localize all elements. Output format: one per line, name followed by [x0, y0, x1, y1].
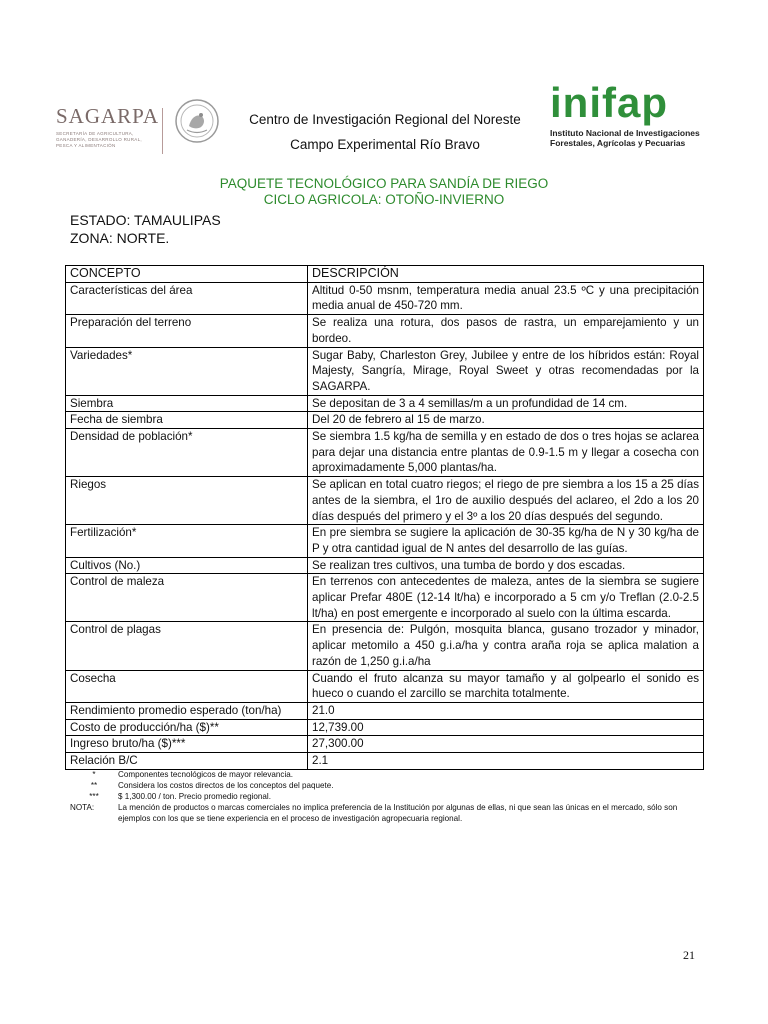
inifap-logo — [550, 80, 720, 148]
table-row — [66, 753, 704, 770]
table-row — [66, 736, 704, 753]
concepto-cell: Siembra — [66, 395, 308, 412]
sagarpa-subtitle-line: PESCA Y ALIMENTACIÓN — [56, 143, 116, 148]
estado-label: ESTADO: TAMAULIPAS — [70, 212, 221, 228]
footnote — [70, 769, 710, 780]
descripcion-cell: 21.0 — [308, 702, 704, 719]
title-line-1: PAQUETE TECNOLÓGICO PARA SANDÍA DE RIEGO — [219, 176, 549, 191]
descripcion-cell: Del 20 de febrero al 15 de marzo. — [308, 412, 704, 429]
header-descripcion: DESCRIPCIÓN — [308, 266, 704, 283]
descripcion-cell: En pre siembra se sugiere la aplicación de 30-35 kg/ha de N y 30 kg/ha de P y otra cantidad igual de N antes del desarrollo de las guías. — [308, 525, 704, 557]
concepto-cell: Control de plagas — [66, 622, 308, 670]
table-row — [66, 622, 704, 670]
center-info — [200, 112, 570, 162]
footnote-text: Componentes tecnológicos de mayor relevancia. — [118, 770, 294, 779]
table-row — [66, 412, 704, 429]
table-row — [66, 525, 704, 557]
document-title — [0, 176, 768, 208]
table-row — [66, 557, 704, 574]
sagarpa-subtitle — [56, 131, 166, 149]
sagarpa-subtitle-line: SECRETARÍA DE AGRICULTURA, — [56, 131, 134, 136]
table-header-row — [66, 266, 704, 283]
footnote — [70, 791, 710, 802]
footnote-text: La mención de productos o marcas comerciales no implica preferencia de la Institución por algunas de ellas, ni que sean las únicas en el mercado, sólo son ejemplos con los que se tiene experiencia en el proceso de investigación agropecuaria regional. — [118, 803, 678, 823]
table-row — [66, 347, 704, 395]
concepto-cell: Cultivos (No.) — [66, 557, 308, 574]
paquete-table — [65, 265, 704, 770]
inifap-subtitle — [550, 128, 720, 148]
table-row — [66, 702, 704, 719]
table-row — [66, 477, 704, 525]
table-row — [66, 315, 704, 347]
sagarpa-divider — [162, 108, 163, 154]
descripcion-cell: En presencia de: Pulgón, mosquita blanca, gusano trozador y minador, aplicar metomilo a 450 g.i.a/ha y contra araña roja se aplica malation a razón de 1,250 g.i.a/ha — [308, 622, 704, 670]
page-number: 21 — [683, 948, 695, 962]
descripcion-cell: 2.1 — [308, 753, 704, 770]
concepto-cell: Densidad de población* — [66, 429, 308, 477]
descripcion-cell: Se realizan tres cultivos, una tumba de bordo y dos escadas. — [308, 557, 704, 574]
table-row — [66, 395, 704, 412]
zona-label: ZONA: NORTE. — [70, 230, 170, 246]
footnote-mark: *** — [89, 792, 99, 801]
table-row — [66, 282, 704, 314]
descripcion-cell: Sugar Baby, Charleston Grey, Jubilee y entre de los híbridos están: Royal Majesty, Sangría, Mirage, Royal Sweet y otras recomendadas por la SAGARPA. — [308, 347, 704, 395]
inifap-name: inifap — [550, 79, 668, 126]
header-concepto: CONCEPTO — [66, 266, 308, 283]
descripcion-cell: 12,739.00 — [308, 719, 704, 736]
descripcion-cell: Cuando el fruto alcanza su mayor tamaño y al golpearlo el sonido es hueco o cuando el zarcillo se marchita totalmente. — [308, 670, 704, 702]
inifap-subtitle-line: Instituto Nacional de Investigaciones — [550, 128, 700, 138]
concepto-cell: Variedades* — [66, 347, 308, 395]
concepto-cell: Fertilización* — [66, 525, 308, 557]
concepto-cell: Control de maleza — [66, 574, 308, 622]
footnote-mark: ** — [90, 781, 98, 790]
table-row — [66, 670, 704, 702]
page-header — [0, 80, 768, 160]
footnote-mark: NOTA: — [70, 803, 95, 812]
footnote-mark: * — [92, 770, 96, 779]
sagarpa-logo — [56, 104, 166, 149]
sagarpa-name: SAGARPA — [56, 104, 160, 128]
footnote — [70, 802, 710, 824]
descripcion-cell: Se siembra 1.5 kg/ha de semilla y en estado de dos o tres hojas se aclarea para dejar una distancia entre plantas de 0.9-1.5 m y llegar a cosecha con aproximadamente 5,000 plantas/ha. — [308, 429, 704, 477]
table-row — [66, 719, 704, 736]
descripcion-cell: 27,300.00 — [308, 736, 704, 753]
concepto-cell: Características del área — [66, 282, 308, 314]
concepto-cell: Rendimiento promedio esperado (ton/ha) — [66, 702, 308, 719]
footnotes — [70, 769, 710, 824]
concepto-cell: Costo de producción/ha ($)** — [66, 719, 308, 736]
footnote-text: Considera los costos directos de los conceptos del paquete. — [118, 781, 334, 790]
sagarpa-subtitle-line: GANADERÍA, DESARROLLO RURAL, — [56, 137, 142, 142]
table-row — [66, 429, 704, 477]
descripcion-cell: Se depositan de 3 a 4 semillas/m a un profundidad de 14 cm. — [308, 395, 704, 412]
footnote-text: $ 1,300.00 / ton. Precio promedio regional. — [118, 792, 271, 801]
descripcion-cell: En terrenos con antecedentes de maleza, antes de la siembra se sugiere aplicar Prefar 480E (12-14 lt/ha) e incorporado a 5 cm y/o Treflan (2.0-2.5 lt/ha) en post emergente e incorporado al suelo con la última escarda. — [308, 574, 704, 622]
concepto-cell: Fecha de siembra — [66, 412, 308, 429]
campo-name: Campo Experimental Río Bravo — [290, 137, 480, 152]
concepto-cell: Ingreso bruto/ha ($)*** — [66, 736, 308, 753]
location-block — [70, 211, 221, 247]
inifap-subtitle-line: Forestales, Agrícolas y Pecuarias — [550, 138, 686, 148]
footnote — [70, 780, 710, 791]
concepto-cell: Preparación del terreno — [66, 315, 308, 347]
concepto-cell: Cosecha — [66, 670, 308, 702]
descripcion-cell: Se realiza una rotura, dos pasos de rastra, un emparejamiento y un bordeo. — [308, 315, 704, 347]
concepto-cell: Relación B/C — [66, 753, 308, 770]
descripcion-cell: Se aplican en total cuatro riegos; el riego de pre siembra a los 15 a 25 días antes de la siembra, el 1ro de auxilio después del aclareo, el 2do a los 20 días después del primero y el 3º a los 20 días después del segundo. — [308, 477, 704, 525]
concepto-cell: Riegos — [66, 477, 308, 525]
descripcion-cell: Altitud 0-50 msnm, temperatura media anual 23.5 ºC y una precipitación media anual de 450-720 mm. — [308, 282, 704, 314]
center-name: Centro de Investigación Regional del Noreste — [249, 112, 521, 127]
table-row — [66, 574, 704, 622]
title-line-2: CICLO AGRICOLA: OTOÑO-INVIERNO — [263, 192, 505, 207]
